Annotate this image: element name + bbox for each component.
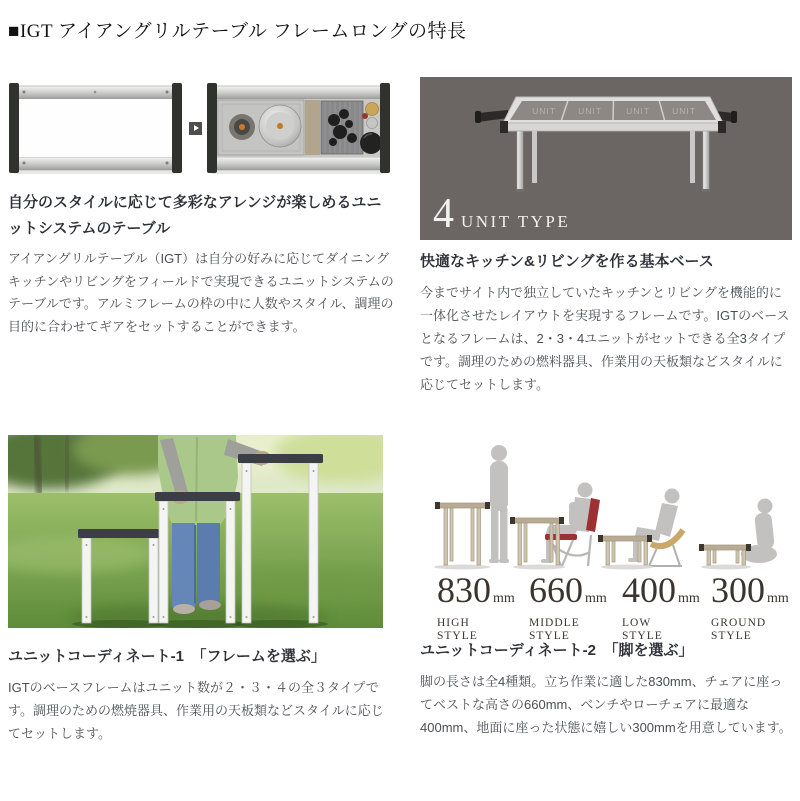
style-option-400: [622, 570, 700, 643]
unit-system-body: アイアングリルテーブル（IGT）は自分の好みに応じてダイニングキッチンやリビングをフィールドで実現できるユニットシステムのテーブルです。アルミフレームの枠の中に人数やスタイル、調理の目的に合わせてギアをセットすることができます。: [8, 251, 394, 334]
style-height: 660 mm: [529, 570, 607, 610]
unit-panel-label: UNIT: [578, 106, 602, 116]
transform-arrow-icon: [189, 122, 202, 135]
unit-system-heading: 自分のスタイルに応じて多彩なアレンジが楽しめるユニットシステムのテーブル: [8, 194, 382, 237]
style-height: 300 mm: [711, 570, 789, 610]
coordinate1-heading: ユニットコーディネート-1 「フレームを選ぶ」: [8, 648, 326, 665]
section-coordinate2: [420, 435, 792, 739]
style-option-830: [437, 570, 515, 643]
section-base-frame: [420, 77, 792, 396]
page-title: ■IGT アイアングリルテーブル フレームロングの特長: [8, 21, 467, 42]
frame-photos: [8, 78, 395, 178]
unit-type-caption: [433, 193, 570, 235]
four-unit-table-illustration: [420, 77, 792, 199]
style-height: 830 mm: [437, 570, 515, 610]
style-option-660: [529, 570, 607, 643]
unit-panel-label: UNIT: [626, 106, 650, 116]
style-height: 400 mm: [622, 570, 700, 610]
style-option-300: [711, 570, 789, 643]
unit-panel-label: UNIT: [532, 106, 556, 116]
unit-panel-label: UNIT: [672, 106, 696, 116]
leg-styles-illustration: [420, 435, 792, 642]
empty-frame-photo: [8, 80, 183, 177]
unit-type-label: UNIT TYPE: [461, 212, 571, 231]
coordinate2-heading: ユニットコーディネート-2 「脚を選ぶ」: [420, 642, 694, 659]
coordinate1-body: IGTのベースフレームはユニット数が２・３・４の全３タイプです。調理のための燃焼器具、作業用の天板類などスタイルに応じてセットします。: [8, 680, 384, 741]
unit-count: 4: [433, 191, 454, 237]
style-label: HIGH STYLE: [437, 617, 478, 642]
loaded-frame-photo: [206, 80, 391, 177]
base-frame-body: 今までサイト内で独立していたキッチンとリビングを機能的に一体化させたレイアウトを実現するフレームです。IGTのベースとなるフレームは、2・3・4ユニットがセットできる全3タイプです。調理のための燃料器具、作業用の天板類などスタイルに応じてセットします。: [420, 285, 790, 392]
unit-type-banner: [420, 77, 792, 240]
coordinate2-body: 脚の長さは全4種類。立ち作業に適した830mm、チェアに座ってベストな高さの660mm、ベンチやローチェアに最適な400mm、地面に座った状態に嬉しい300mmを用意しています。: [420, 674, 792, 735]
style-label: MIDDLE STYLE: [529, 617, 580, 642]
frame-sizes-photo: [8, 435, 383, 628]
section-unit-system: [8, 78, 395, 338]
section-coordinate1: [8, 435, 395, 745]
style-label: LOW STYLE: [622, 617, 663, 642]
base-frame-heading: 快適なキッチン&リビングを作る基本ベース: [420, 253, 714, 270]
style-label: GROUND STYLE: [711, 617, 767, 642]
